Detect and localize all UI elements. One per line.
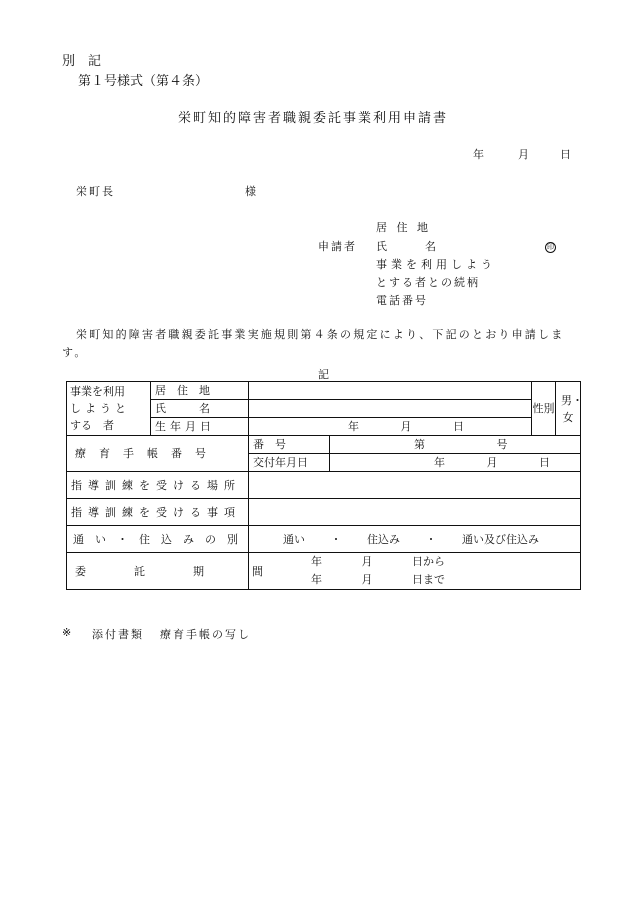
period-label: [75, 563, 311, 580]
applicant-name-label: 氏: [376, 240, 387, 253]
addressee-sama: 様: [245, 185, 256, 198]
user-label-cell: [67, 382, 151, 436]
user-label-line3: する 者: [70, 419, 114, 432]
seal-text: 印: [547, 243, 554, 251]
number-go: 号: [496, 438, 508, 451]
applicant-relation-2: とする者との続柄: [376, 276, 480, 289]
birth-month: 月: [400, 420, 412, 433]
period-field[interactable]: [249, 553, 581, 590]
name-field[interactable]: [249, 400, 532, 418]
training-place-field[interactable]: [249, 472, 581, 499]
user-label-line2: しようと: [70, 402, 130, 415]
issue-date-label: 交付年月日: [249, 454, 330, 472]
commute-opt-2: 住込み: [367, 532, 400, 546]
user-label-line1: 事業を利用: [70, 385, 125, 398]
period-to: [253, 571, 576, 589]
issue-year: 年: [434, 456, 445, 469]
form-number: 第１号様式（第４条）: [78, 74, 209, 89]
number-field[interactable]: [330, 436, 581, 454]
issue-month: 月: [486, 456, 498, 469]
training-matter-field[interactable]: [249, 499, 581, 526]
sex-value[interactable]: 男・女: [556, 382, 581, 436]
period-from: [253, 553, 576, 571]
commute-dot-1: ・: [330, 532, 342, 546]
applicant-relation-1: 事業を利用しよう: [376, 258, 496, 271]
number-dai: 第: [414, 438, 425, 451]
period-to-year: 年: [311, 573, 322, 586]
address-field[interactable]: [249, 382, 532, 400]
period-from-year: 年: [311, 555, 322, 568]
application-table: [66, 381, 581, 590]
period-label-cell: [67, 553, 311, 590]
commute-dot-2: ・: [425, 532, 437, 546]
commute-opt-1: 通い: [283, 532, 305, 546]
period-to-day: 日まで: [412, 573, 445, 586]
date-month: 月: [518, 148, 529, 161]
birth-day: 日: [453, 420, 464, 433]
birth-label: 生年月日: [151, 418, 249, 436]
sex-label: 性別: [532, 382, 556, 436]
applicant-label: 申請者: [318, 240, 357, 253]
addressee-name: 栄町長: [76, 185, 115, 198]
name-label: 氏 名: [151, 400, 249, 418]
period-to-month: 月: [361, 573, 373, 586]
date-day: 日: [560, 148, 571, 161]
period-label-text: 委託期間: [75, 564, 311, 578]
commute-opt-3: 通い及び住込み: [462, 532, 539, 546]
training-matter-label: 指導訓練を受ける事項: [67, 499, 249, 526]
birth-field[interactable]: [249, 418, 532, 436]
footnote-mark: ※: [62, 626, 72, 639]
commute-label: 通い・住込みの別: [67, 526, 249, 553]
footnote-item: 療育手帳の写し: [160, 628, 251, 641]
applicant-name-label-2: 名: [425, 240, 436, 253]
period-from-month: 月: [361, 555, 373, 568]
address-label: 居 住 地: [151, 382, 249, 400]
applicant-phone-label: 電話番号: [376, 294, 428, 307]
issue-day: 日: [539, 456, 550, 469]
ki-heading: 記: [318, 368, 329, 381]
commute-options[interactable]: [249, 526, 581, 553]
applicant-address-label: 居 住 地: [376, 221, 431, 234]
footnote-label: 添付書類: [92, 628, 144, 641]
techo-label: 療育手帳番号: [67, 436, 249, 472]
training-place-label: 指導訓練を受ける場所: [67, 472, 249, 499]
bekki: 別 記: [62, 54, 102, 69]
number-label: 番 号: [249, 436, 330, 454]
issue-date-field[interactable]: [330, 454, 581, 472]
birth-year: 年: [348, 420, 359, 433]
date-year: 年: [473, 148, 484, 161]
period-from-day: 日から: [412, 555, 445, 568]
page-title: 栄町知的障害者職親委託事業利用申請書: [178, 111, 449, 126]
body-text: 栄町知的障害者職親委託事業実施規則第４条の規定により、下記のとおり申請します。: [62, 328, 565, 359]
seal-mark: [545, 239, 556, 253]
